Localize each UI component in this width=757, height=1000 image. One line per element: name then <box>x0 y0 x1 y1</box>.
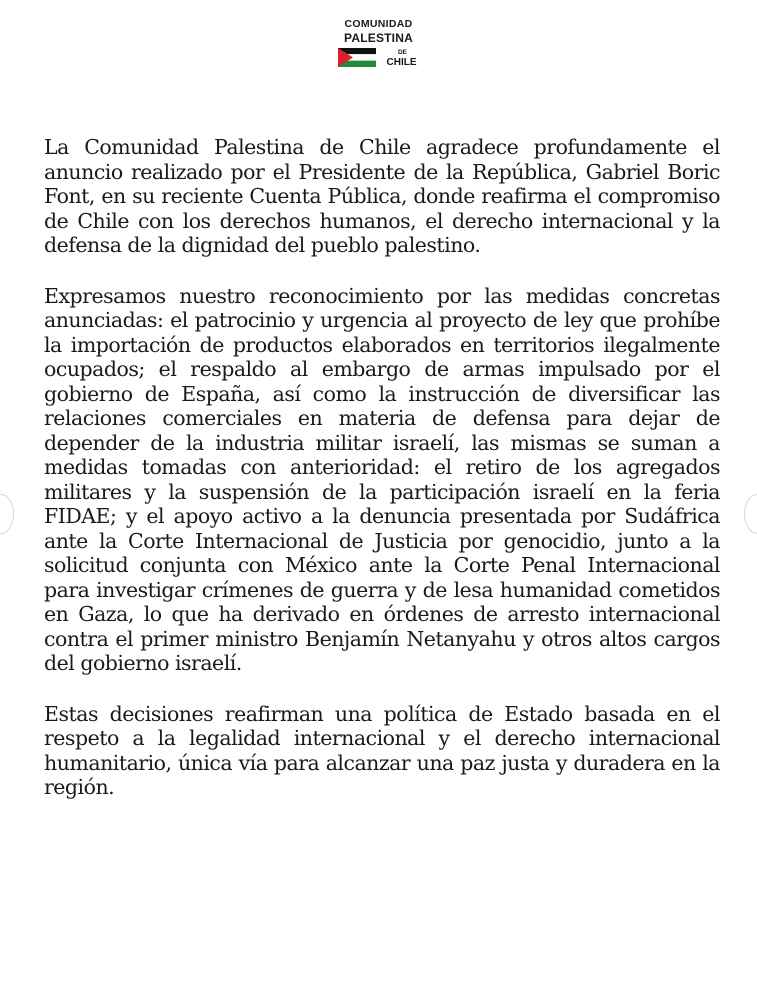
palestinian-flag-icon <box>338 48 376 67</box>
organization-logo <box>0 16 757 72</box>
logo-text-comunidad: COMUNIDAD <box>344 18 413 30</box>
carousel-prev-button[interactable] <box>0 494 14 534</box>
statement-paragraph-2: Expresamos nuestro reconocimiento por las medidas concretas anunciadas: el patrocinio y urgencia al proyecto de ley que prohíbe la importación de productos elaborados en territorios ilegalmente ocupados; el respaldo al embargo de armas impulsado por el gobierno de España, así como la instrucción de diversificar las relaciones comerciales en materia de defensa para dejar de depender de la industria militar israelí, las mismas se suman a medidas tomadas con anterioridad: el retiro de los agregados militares y la suspensión de la participación israelí en la feria FIDAE; y el apoyo activo a la denuncia presentada por Sudáfrica ante la Corte Internacional de Justicia por genocidio, junto a la solicitud conjunta con México ante la Corte Penal Internacional para investigar crímenes de guerra y de lesa humanidad cometidos en Gaza, lo que ha derivado en órdenes de arresto internacional contra el primer ministro Benjamín Netanyahu y otros altos cargos del gobierno israelí. <box>44 283 720 675</box>
statement-paragraph-1: La Comunidad Palestina de Chile agradece profundamente el anuncio realizado por el Presidente de la República, Gabriel Boric Font, en su reciente Cuenta Pública, donde reafirma el compromiso de Chile con los derechos humanos, el derecho internacional y la defensa de la dignidad del pueblo palestino. <box>44 135 720 257</box>
logo-text-chile: CHILE <box>386 57 417 68</box>
carousel-next-button[interactable] <box>744 494 757 534</box>
logo-text-de: DE <box>397 49 408 56</box>
logo-text-palestina: PALESTINA <box>344 31 413 45</box>
statement-body <box>44 135 720 826</box>
statement-paragraph-3: Estas decisiones reafirman una política de Estado basada en el respeto a la legalidad internacional y el derecho internacional humanitario, única vía para alcanzar una paz justa y duradera en la región. <box>44 701 720 799</box>
logo-block <box>336 16 422 72</box>
